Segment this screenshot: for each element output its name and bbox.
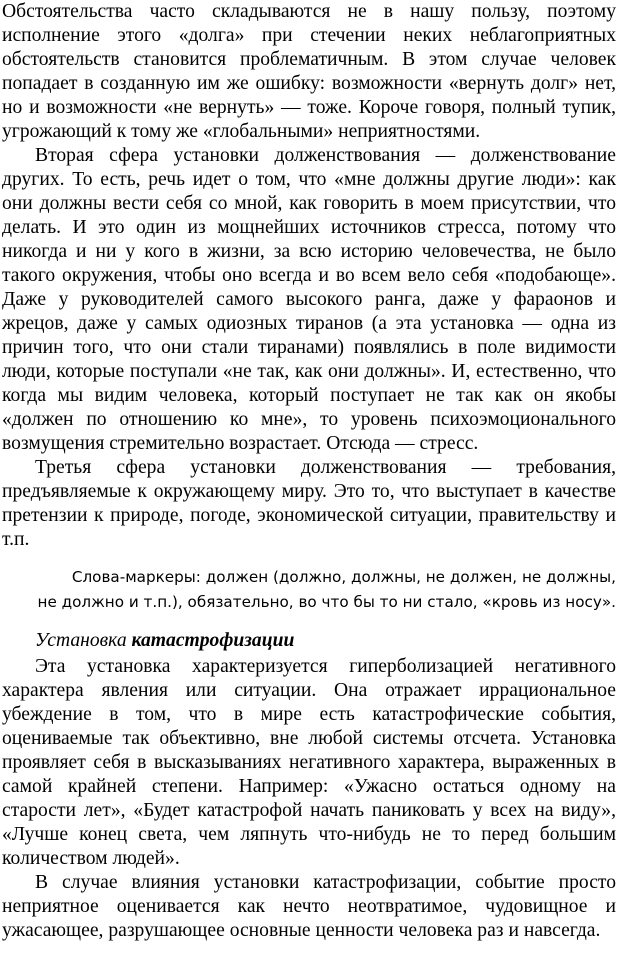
paragraph-third-sphere: Третья сфера установки долженствования — требования, предъявляемые к окружающему миру. Это то, что выступает в качестве претензии к природе, погоде, экономической ситуации, правительству и т.п. <box>2 457 616 550</box>
section-heading-prefix: Установка <box>35 630 132 651</box>
paragraph-second-sphere: Вторая сфера установки долженствования — долженствование других. То есть, речь идет о том, что «мне должны другие люди»: как они должны вести себя со мной, как говорить в моем присутствии, что делать. И это один из мощнейших источников стресса, потому что никогда и ни у кого в жизни, за всю историю человечества, не было такого окружения, чтобы оно всегда и во всем вело себя «подобающе». Даже у руководителей самого высокого ранга, даже у фараонов и жрецов, даже у самых одиозных тиранов (а эта установка — одна из причин того, что они стали тиранами) появлялись в поле видимости люди, которые поступали «не так, как они должны». И, естественно, что когда мы видим человека, который поступает не так как он якобы «должен по отношению ко мне», то уровень психоэмоционального возмущения стремительно возрастает. Отсюда — стресс. <box>2 145 616 454</box>
marker-words-line-2: не должно и т.п.), обязательно, во что бы то ни стало, «кровь из носу». <box>37 593 616 611</box>
paragraph-catastrophizing-definition: Эта установка характеризуется гиперболизацией негативного характера явления или ситуации. Она отражает иррациональное убеждение в том, что в мире есть катастрофические события, оцениваемые так объективно, вне любой системы отсчета. Установка проявляет себя в высказываниях негативного характера, выраженных в самой крайней степени. Например: «Ужасно остаться одному на старости лет», «Будет катастрофой начать паниковать у всех на виду», «Лучше конец света, чем ляпнуть что-нибудь не то перед большим количеством людей». <box>2 656 616 869</box>
section-heading-title: катастрофизации <box>131 630 295 651</box>
section-heading <box>35 629 616 653</box>
paragraph-debt-circumstances: Обстоятельства часто складываются не в нашу пользу, поэтому исполнение этого «долга» при стечении неких неблагоприятных обстоятельств становится проблематичным. В этом случае человек попадает в созданную им же ошибку: возможности «вернуть долг» нет, но и возможности «не вернуть» — тоже. Короче говоря, полный тупик, угрожающий к тому же «глобальными» неприятностями. <box>2 1 616 142</box>
marker-words-line-1: Слова-маркеры: должен (должно, должны, не должен, не должны, <box>71 568 616 586</box>
paragraph-catastrophizing-effect: В случае влияния установки катастрофизации, событие просто неприятное оценивается как нечто неотвратимое, чудовищное и ужасающее, разрушающее основные ценности человека раз и навсегда. <box>2 872 616 941</box>
marker-words-note <box>2 565 616 615</box>
